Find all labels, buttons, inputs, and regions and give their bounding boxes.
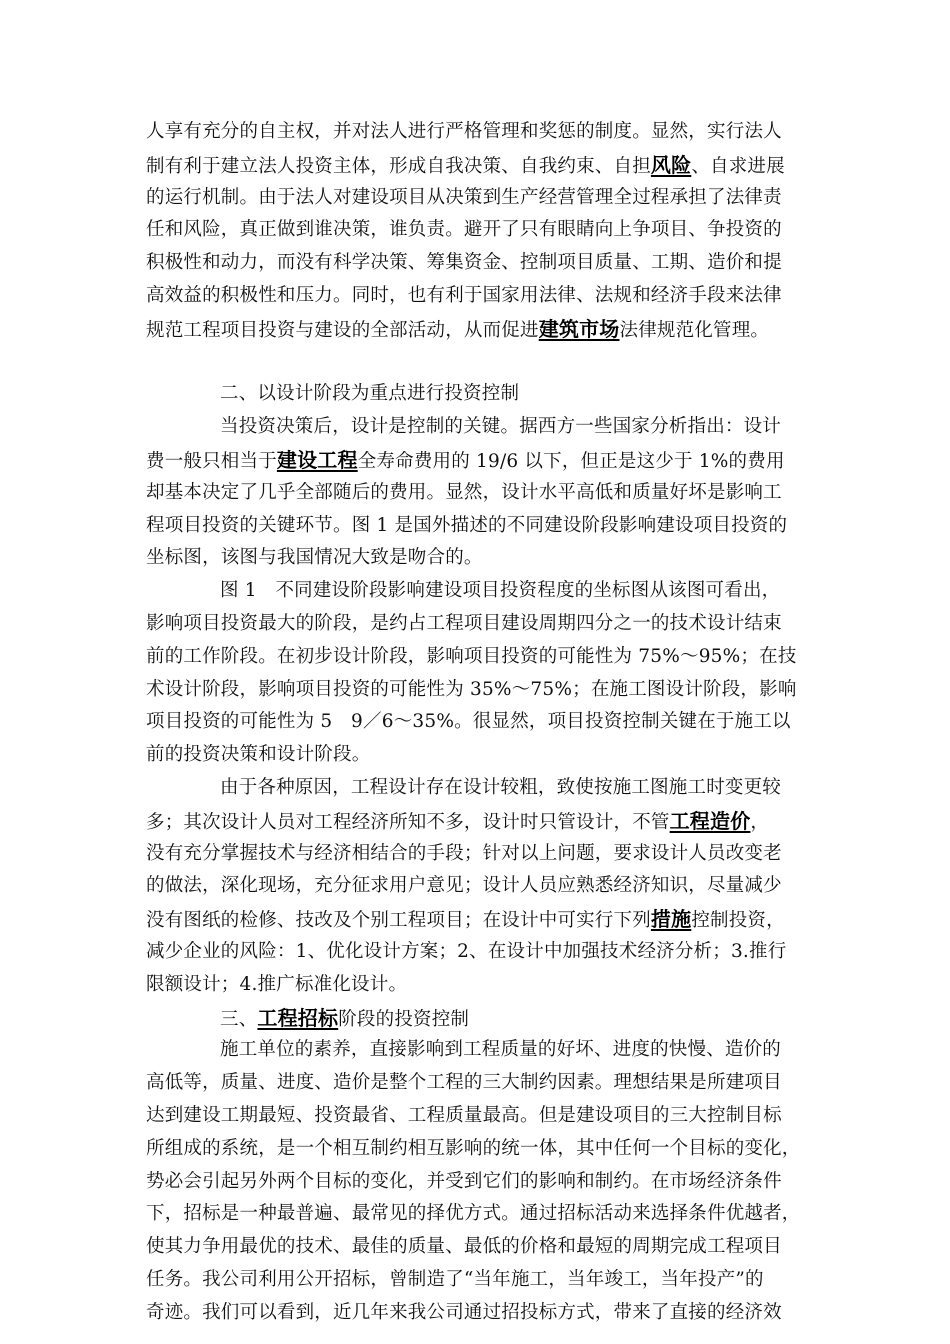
text-segment: 程项目投资的关键环节。图 1 是国外描述的不同建设阶段影响建设项目投资的: [146, 514, 788, 536]
text-line: [146, 542, 806, 575]
keyword-link[interactable]: 建筑市场: [538, 316, 620, 341]
text-segment: 影响项目投资最大的阶段，是约占工程项目建设周期四分之一的技术设计结束: [146, 612, 782, 634]
text-segment: 控制投资，: [691, 910, 785, 932]
text-line: [146, 838, 806, 871]
text-segment: 任和风险，真正做到谁决策，谁负责。避开了只有眼睛向上争项目、争投资的: [146, 219, 782, 241]
text-segment: 施工单位的素养，直接影响到工程质量的好坏、进度的快慢、造价的: [220, 1039, 782, 1061]
text-line: [146, 805, 806, 838]
text-line: [146, 280, 806, 313]
text-line: [146, 1198, 806, 1231]
text-segment: 二、以设计阶段为重点进行投资控制: [220, 383, 520, 405]
text-line: [146, 706, 806, 739]
text-line: [146, 1034, 806, 1067]
text-line: [146, 739, 806, 772]
text-segment: 高效益的积极性和压力。同时，也有利于国家用法律、法规和经济手段来法律: [146, 284, 782, 306]
text-line: [146, 1067, 806, 1100]
text-segment: 下，招标是一种最普遍、最常见的择优方式。通过招标活动来选择条件优越者，: [146, 1203, 801, 1225]
text-line: [146, 870, 806, 903]
text-line: [146, 1297, 806, 1330]
blank-line: [146, 346, 806, 379]
text-line: [146, 182, 806, 215]
text-segment: 阶段的投资控制: [338, 1008, 470, 1030]
text-segment: 制有利于建立法人投资主体，形成自我决策、自我约束、自担: [146, 155, 651, 177]
text-segment: 三、: [220, 1008, 258, 1030]
text-line: [146, 510, 806, 543]
text-line: [146, 903, 806, 936]
text-segment: 没有图纸的检修、技改及个别工程项目；在设计中可实行下列: [146, 910, 651, 932]
text-segment: 术设计阶段，影响项目投资的可能性为 35%～75%；在施工图设计阶段，影响: [146, 678, 797, 700]
text-segment: 奇迹。我们可以看到，近几年来我公司通过招投标方式，带来了直接的经济效: [146, 1301, 782, 1323]
text-segment: 、自求进展: [691, 155, 785, 177]
text-segment: 限额设计；4.推广标准化设计。: [146, 973, 408, 995]
text-segment: 图 1 不同建设阶段影响建设项目投资程度的坐标图从该图可看出，: [220, 580, 781, 602]
text-segment: 人享有充分的自主权，并对法人进行严格管理和奖惩的制度。显然，实行法人: [146, 121, 782, 142]
text-segment: 项目投资的可能性为 5 9／6～35%。很显然，项目投资控制关键在于施工以: [146, 711, 791, 733]
text-segment: 由于各种原因，工程设计存在设计较粗，致使按施工图施工时变更较: [220, 776, 782, 798]
text-line: [146, 313, 806, 346]
text-line: [146, 936, 806, 969]
text-segment: 的做法，深化现场，充分征求用户意见；设计人员应熟悉经济知识，尽量减少: [146, 875, 782, 897]
text-line: [146, 1166, 806, 1199]
text-segment: 所组成的系统，是一个相互制约相互影响的统一体，其中任何一个目标的变化，: [146, 1137, 801, 1159]
text-line: [146, 1133, 806, 1166]
text-line: [146, 444, 806, 477]
text-segment: 规范工程项目投资与建设的全部活动，从而促进: [146, 319, 539, 341]
text-segment: 却基本决定了几乎全部随后的费用。显然，设计水平高低和质量好坏是影响工: [146, 481, 782, 503]
text-segment: 达到建设工期最短、投资最省、工程质量最高。但是建设项目的三大控制目标: [146, 1104, 782, 1126]
text-line: [146, 608, 806, 641]
text-segment: 多；其次设计人员对工程经济所知不多，设计时只管设计，不管: [146, 811, 670, 833]
text-segment: 积极性和动力，而没有科学决策、筹集资金、控制项目质量、工期、造价和提: [146, 252, 782, 274]
keyword-link[interactable]: 风险: [650, 152, 692, 177]
document-body: [146, 116, 806, 1329]
text-line: [146, 214, 806, 247]
text-segment: 费一般只相当于: [146, 450, 277, 472]
text-segment: 法律规范化管理。: [619, 319, 770, 341]
text-segment: 的运行机制。由于法人对建设项目从决策到生产经营管理全过程承担了法律责: [146, 186, 782, 208]
text-line: [146, 969, 806, 1002]
text-line: [146, 575, 806, 608]
text-line: [146, 1100, 806, 1133]
text-line: [146, 477, 806, 510]
text-line: [146, 378, 806, 411]
text-segment: 没有充分掌握技术与经济相结合的手段；针对以上问题，要求设计人员改变老: [146, 842, 782, 864]
keyword-link[interactable]: 工程招标: [257, 1005, 339, 1030]
text-segment: 高低等，质量、进度、造价是整个工程的三大制约因素。理想结果是所建项目: [146, 1072, 782, 1094]
text-segment: 全寿命费用的 19/6 以下，但正是这少于 1%的费用: [357, 450, 785, 472]
text-segment: 使其力争用最优的技术、最佳的质量、最低的价格和最短的周期完成工程项目: [146, 1236, 782, 1258]
text-line: [146, 772, 806, 805]
text-line: [146, 411, 806, 444]
text-line: [146, 641, 806, 674]
text-line: [146, 674, 806, 707]
text-segment: 前的投资决策和设计阶段。: [146, 744, 371, 766]
keyword-link[interactable]: 工程造价: [669, 808, 751, 833]
text-segment: 当投资决策后，设计是控制的关键。据西方一些国家分析指出：设计: [220, 416, 782, 438]
keyword-link[interactable]: 措施: [650, 907, 692, 932]
text-line: [146, 149, 806, 182]
text-segment: 势必会引起另外两个目标的变化，并受到它们的影响和制约。在市场经济条件: [146, 1170, 782, 1192]
text-line: [146, 1231, 806, 1264]
text-line: [146, 116, 806, 149]
text-segment: 任务。我公司利用公开招标，曾制造了“当年施工，当年竣工，当年投产”的: [146, 1268, 764, 1290]
text-line: [146, 247, 806, 280]
text-segment: 坐标图，该图与我国情况大致是吻合的。: [146, 547, 483, 569]
keyword-link[interactable]: 建设工程: [276, 447, 358, 472]
text-segment: 减少企业的风险：1、优化设计方案；2、在设计中加强技术经济分析；3.推行: [146, 940, 787, 962]
text-line: [146, 1264, 806, 1297]
text-segment: ，: [750, 811, 770, 833]
text-line: [146, 1002, 806, 1035]
text-segment: 前的工作阶段。在初步设计阶段，影响项目投资的可能性为 75%～95%；在技: [146, 645, 797, 667]
